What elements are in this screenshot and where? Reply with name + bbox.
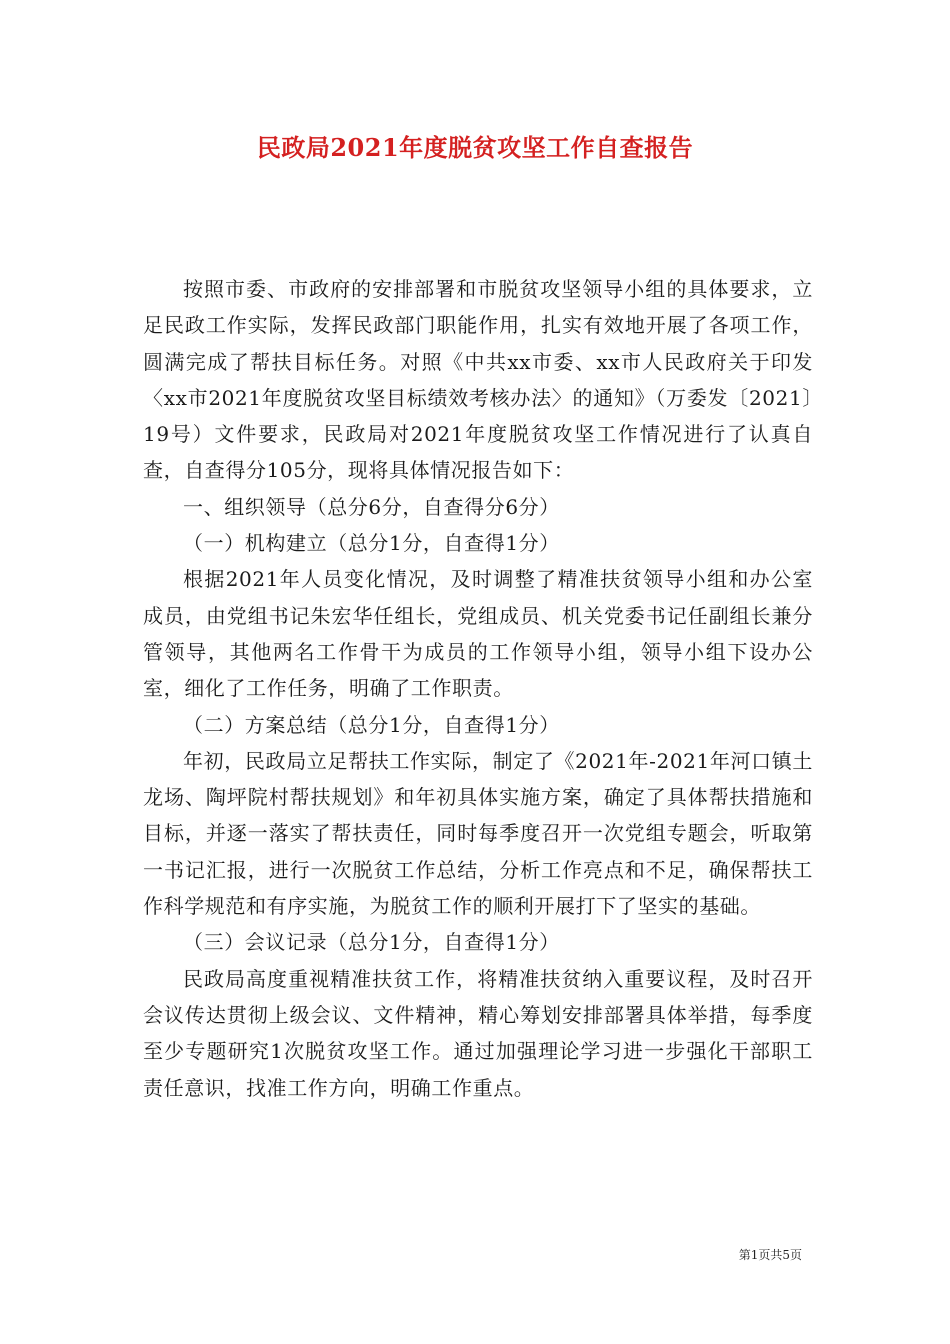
document-title: 民政局2021年度脱贫攻坚工作自查报告 <box>256 133 694 162</box>
subsection-heading-meeting: （三）会议记录（总分1分，自查得1分） <box>183 930 560 955</box>
plan-paragraph: 年初，民政局立足帮扶工作实际，制定了《2021年-2021年河口镇土龙场、陶坪院村帮扶规划》和年初具体实施方案，确定了具体帮扶措施和目标，并逐一落实了帮扶责任，同时每季度召开一次党组专题会，听取第一书记汇报，进行一次脱贫工作总结，分析工作亮点和不足，确保帮扶工作科学规范和有序实施，为脱贫工作的顺利开展打下了坚实的基础。 <box>143 748 813 919</box>
intro-paragraph: 按照市委、市政府的安排部署和市脱贫攻坚领导小组的具体要求，立足民政工作实际，发挥民政部门职能作用，扎实有效地开展了各项工作，圆满完成了帮扶目标任务。对照《中共xx市委、xx市人民政府关于印发〈xx市2021年度脱贫攻坚目标绩效考核办法〉的通知》（万委发〔2021〕19号）文件要求，民政局对2021年度脱贫攻坚工作情况进行了认真自查，自查得分105分，现将具体情况报告如下： <box>143 277 813 483</box>
meeting-paragraph: 民政局高度重视精准扶贫工作，将精准扶贫纳入重要议程，及时召开会议传达贯彻上级会议、文件精神，精心筹划安排部署具体举措，每季度至少专题研究1次脱贫攻坚工作。通过加强理论学习进一步强化干部职工责任意识，找准工作方向，明确工作重点。 <box>143 966 813 1100</box>
page-number: 第1页共5页 <box>738 1248 802 1262</box>
institution-paragraph: 根据2021年人员变化情况，及时调整了精准扶贫领导小组和办公室成员，由党组书记朱宏华任组长，党组成员、机关党委书记任副组长兼分管领导，其他两名工作骨干为成员的工作领导小组，领导小组下设办公室，细化了工作任务，明确了工作职责。 <box>143 567 813 701</box>
subsection-heading-plan: （二）方案总结（总分1分，自查得1分） <box>183 712 560 737</box>
document-body <box>143 271 813 1106</box>
subsection-heading-institution: （一）机构建立（总分1分，自查得1分） <box>183 531 560 556</box>
section-heading-organization: 一、组织领导（总分6分，自查得分6分） <box>183 494 560 519</box>
